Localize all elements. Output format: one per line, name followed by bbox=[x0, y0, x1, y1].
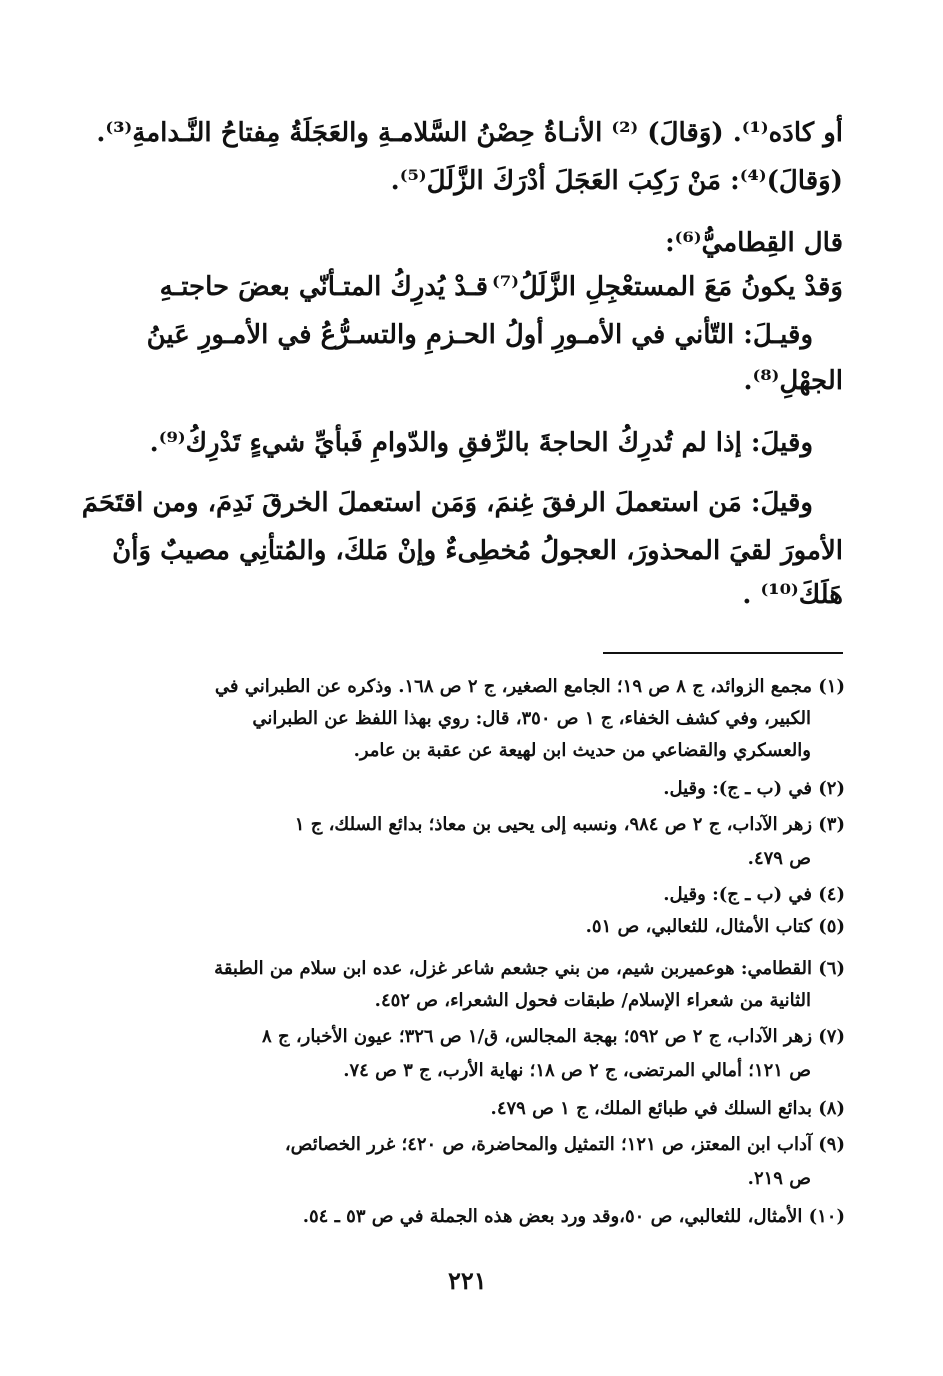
body-line-6: الجهْلِ⁽⁸⁾. bbox=[743, 366, 843, 396]
footnote-2: (٢) في (ب ـ ج): وقيل. bbox=[663, 778, 845, 799]
footnote-7: (٧) زهر الآداب، ج ٢ ص ٥٩٢؛ بهجة المجالس، ق/١ ص ٣٢٦؛ عيون الأخبار، ج ٨ bbox=[262, 1026, 845, 1047]
footnote-separator bbox=[603, 652, 843, 654]
footnote-6: (٦) القطامي: هوعميربن شيم، من بني جشعم شاعر غزل، عده ابن سلام من الطبقة bbox=[214, 958, 845, 979]
page-number: ٢٢١ bbox=[448, 1266, 487, 1295]
verse-hemistich-2: وَقدْ يكونُ مَعَ المستعْجِلِ الزَّلَلُ⁽⁷⁾ bbox=[492, 272, 843, 302]
body-line-8: وقيلَ: مَن استعملَ الرفقَ غِنمَ، وَمَن استعملَ الخرقَ نَدِمَ، ومن اقتَحَمَ bbox=[81, 488, 813, 518]
footnote-5: (٥) كتاب الأمثال، للثعالبي، ص ٥١. bbox=[585, 916, 845, 937]
footnote-8: (٨) بدائع السلك في طبائع الملك، ج ١ ص ٤٧٩. bbox=[490, 1098, 845, 1119]
footnote-9: (٩) آداب ابن المعتز، ص ١٢١؛ التمثيل والمحاضرة، ص ٤٢٠؛ غرر الخصائص، bbox=[284, 1134, 845, 1155]
footnote-4: (٤) في (ب ـ ج): وقيل. bbox=[663, 884, 845, 905]
body-line-10: هَلَكَ⁽¹⁰⁾ . bbox=[742, 580, 843, 610]
footnote-9-cont: ص ٢١٩. bbox=[747, 1168, 811, 1189]
verse-hemistich-1: قـدْ يُدرِكُ المتـأنّي بعضَ حاجتـهِ bbox=[159, 272, 488, 302]
poet-intro: قال القِطاميُّ⁽⁶⁾: bbox=[665, 228, 843, 258]
body-line-7: وقيلَ: إذا لم تُدرِكُ الحاجةَ بالرِّفقِ والدّوامِ فَبأيِّ شيءٍ تَدْرِكُ⁽⁹⁾. bbox=[149, 428, 813, 458]
footnote-10: (١٠) الأمثال، للثعالبي، ص ٥٠،وقد ورد بعض هذه الجملة في ص ٥٣ ـ ٥٤. bbox=[302, 1206, 845, 1227]
footnote-6-cont: الثانية من شعراء الإسلام/ طبقات فحول الشعراء، ص ٤٥٢. bbox=[374, 990, 811, 1011]
footnote-1-cont: الكبير، وفي كشف الخفاء، ج ١ ص ٣٥٠، قال: روي بهذا اللفظ عن الطبراني bbox=[252, 708, 811, 729]
body-line-9: الأمورَ لقيَ المحذورَ، العجولُ مُخطِىءٌ وإنْ مَلكَ، والمُتأنِي مصيبٌ وَأنْ bbox=[112, 536, 843, 566]
footnote-1-cont: والعسكري والقضاعي من حديث ابن لهيعة عن عقبة بن عامر. bbox=[353, 740, 811, 761]
footnote-1: (١) مجمع الزوائد، ج ٨ ص ١٩؛ الجامع الصغير، ج ٢ ص ١٦٨. وذكره عن الطبراني في bbox=[214, 676, 845, 697]
body-line-2: (وَقالَ)⁽⁴⁾: مَنْ رَكِبَ العَجَلَ أدْرَكَ الزَّلَلَ⁽⁵⁾. bbox=[390, 166, 843, 196]
body-line-5: وقيـلَ: التّأني في الأمـورِ أولُ الحـزمِ والتسـرُّعُ في الأمـورِ عَينُ bbox=[146, 320, 813, 350]
body-line-1: أو كادَه⁽¹⁾. (وَقالَ) ⁽²⁾ الأنـاةُ حِصْنُ السَّلامـةِ والعَجَلَةُ مِفتاحُ النَّـدامةِ⁽³⁾. bbox=[96, 118, 843, 148]
footnote-3: (٣) زهر الآداب، ج ٢ ص ٩٨٤، ونسبه إلى يحيى بن معاذ؛ بدائع السلك، ج ١ bbox=[294, 814, 845, 835]
footnote-3-cont: ص ٤٧٩. bbox=[747, 848, 811, 869]
footnote-7-cont: ص ١٢١؛ أمالي المرتضى، ج ٢ ص ١٨؛ نهاية الأرب، ج ٣ ص ٧٤. bbox=[343, 1060, 811, 1081]
